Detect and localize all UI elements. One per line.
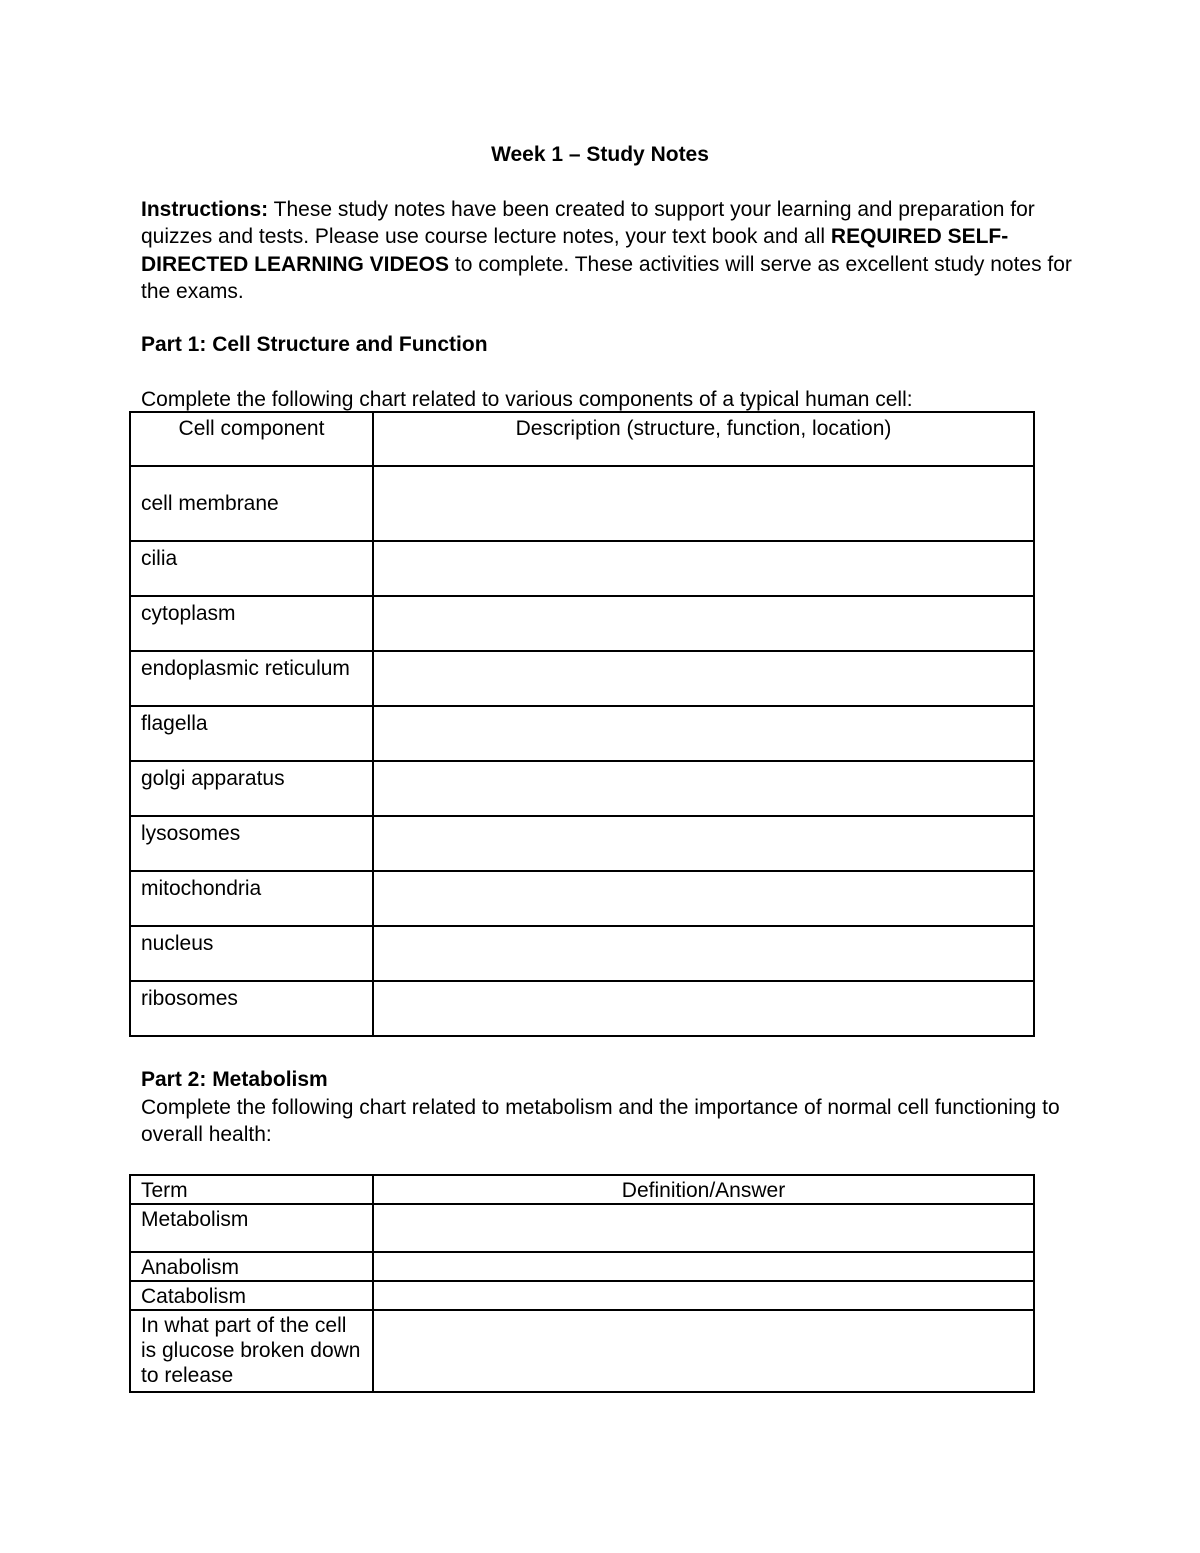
table-row (130, 816, 1034, 871)
definition-answer-cell[interactable] (373, 1281, 1034, 1310)
definition-answer-cell[interactable] (373, 1204, 1034, 1252)
table-row (130, 871, 1034, 926)
table-row (130, 541, 1034, 596)
description-answer-cell[interactable] (373, 871, 1034, 926)
description-answer-cell[interactable] (373, 541, 1034, 596)
page-title: Week 1 – Study Notes (491, 143, 709, 166)
table-row (130, 466, 1034, 541)
description-answer-cell[interactable] (373, 926, 1034, 981)
column-header-definition: Definition/Answer (373, 1175, 1034, 1204)
term-cell: Metabolism (130, 1204, 373, 1252)
part2-intro: Complete the following chart related to metabolism and the importance of normal cell functioning to overall health: (141, 1096, 1060, 1146)
metabolism-table (129, 1174, 1035, 1393)
table-row (130, 1281, 1034, 1310)
description-answer-cell[interactable] (373, 596, 1034, 651)
cell-component-name: cell membrane (130, 466, 373, 541)
instructions-label: Instructions: (141, 198, 269, 221)
column-header-description: Description (structure, function, location) (373, 412, 1034, 466)
description-answer-cell[interactable] (373, 466, 1034, 541)
table-header-row (130, 412, 1034, 466)
part1-intro: Complete the following chart related to various components of a typical human cell: (141, 388, 913, 411)
table-row (130, 1252, 1034, 1281)
cell-component-name: lysosomes (130, 816, 373, 871)
term-cell: In what part of the cell is glucose broken down to release (130, 1310, 373, 1392)
cell-component-name: cilia (130, 541, 373, 596)
table-row (130, 1204, 1034, 1252)
cell-components-table (129, 411, 1035, 1037)
cell-component-name: endoplasmic reticulum (130, 651, 373, 706)
cell-component-name: golgi apparatus (130, 761, 373, 816)
term-cell: Catabolism (130, 1281, 373, 1310)
table-row (130, 981, 1034, 1036)
instructions-text-1: These study notes have been created to support your learning and preparation for quizzes and tests. Please use course lecture notes, your text book and all (141, 198, 1035, 249)
cell-component-name: ribosomes (130, 981, 373, 1036)
term-cell: Anabolism (130, 1252, 373, 1281)
table-row (130, 651, 1034, 706)
part2-heading: Part 2: Metabolism (141, 1068, 328, 1091)
definition-answer-cell[interactable] (373, 1252, 1034, 1281)
instructions-bold-text: REQUIRED SELF-DIRECTED LEARNING VIDEOS (141, 225, 1009, 276)
cell-component-name: flagella (130, 706, 373, 761)
table-row (130, 596, 1034, 651)
description-answer-cell[interactable] (373, 761, 1034, 816)
description-answer-cell[interactable] (373, 981, 1034, 1036)
description-answer-cell[interactable] (373, 706, 1034, 761)
table-header-row (130, 1175, 1034, 1204)
table-row (130, 706, 1034, 761)
description-answer-cell[interactable] (373, 651, 1034, 706)
cell-component-name: nucleus (130, 926, 373, 981)
column-header-cell-component: Cell component (130, 412, 373, 466)
cell-component-name: cytoplasm (130, 596, 373, 651)
description-answer-cell[interactable] (373, 816, 1034, 871)
part1-heading: Part 1: Cell Structure and Function (141, 333, 488, 356)
instructions-text-2: to complete. These activities will serve as excellent study notes for the exams. (141, 252, 1072, 304)
table-row (130, 761, 1034, 816)
table-row (130, 1310, 1034, 1392)
instructions-paragraph (141, 196, 1081, 306)
cell-component-name: mitochondria (130, 871, 373, 926)
table-row (130, 926, 1034, 981)
column-header-term: Term (130, 1175, 373, 1204)
definition-answer-cell[interactable] (373, 1310, 1034, 1392)
